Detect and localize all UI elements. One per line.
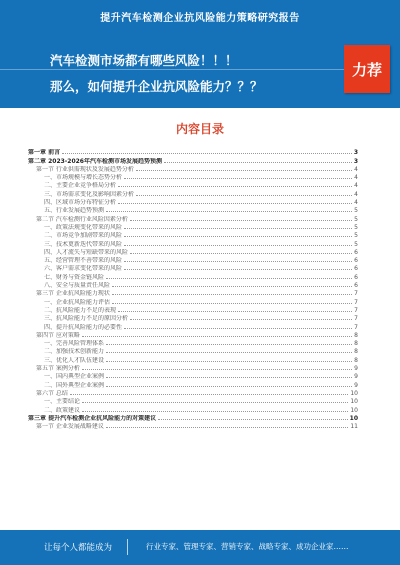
toc-entry-page: 7 [354,298,358,306]
toc-entry[interactable] [28,256,358,264]
toc-leader-dots [136,169,352,171]
toc-entry[interactable] [28,297,358,305]
toc-entry-text: 第一节 企业发展战略建议 [28,423,105,430]
toc-entry-page: 7 [354,315,358,323]
toc-entry-page: 5 [354,207,358,215]
toc-entry-page: 4 [354,190,358,198]
toc-entry[interactable] [28,322,358,330]
toc-entry[interactable] [28,355,358,363]
toc-entry[interactable] [28,306,358,314]
toc-entry[interactable] [28,198,358,206]
toc-entry-text: 三、优化人才队伍建设 [28,357,105,364]
banner [0,33,400,108]
toc-entry[interactable] [28,289,358,297]
toc-entry[interactable] [28,405,358,413]
toc-entry-text: 二、政策建议 [28,407,81,414]
toc-entry[interactable] [28,272,358,280]
toc-leader-dots [130,318,352,320]
toc-entry[interactable] [28,364,358,372]
toc-entry[interactable] [28,206,358,214]
toc-entry-text: 七、财务与资金链风险 [28,274,105,281]
toc-entry[interactable] [28,165,358,173]
toc-leader-dots [112,285,352,287]
toc-entry[interactable] [28,148,358,156]
toc-leader-dots [82,335,352,337]
toc-entry-page: 9 [354,381,358,389]
toc-entry-text: 第六节 总结 [28,390,69,397]
toc-entry-text: 第一节 行业供需现状及发展趋势分析 [28,166,135,173]
toc-entry-text: 六、客户需求变化带来的风险 [28,265,123,272]
toc-entry-page: 7 [354,323,358,331]
toc-leader-dots [106,210,352,212]
toc-entry-page: 10 [350,389,358,397]
toc-entry-text: 一、完善风险管理体系 [28,340,105,347]
toc-entry[interactable] [28,422,358,430]
toc-leader-dots [130,219,352,221]
toc-leader-dots [106,426,348,428]
toc-leader-dots [158,418,348,420]
toc-entry-text: 第三章 提升汽车检测企业抗风险能力的对策建议 [28,414,157,422]
toc-entry-page: 9 [354,373,358,381]
toc-entry[interactable] [28,248,358,256]
toc-entry-text: 五、行业发展趋势预测 [28,207,105,214]
toc-entry-page: 8 [354,331,358,339]
toc-entry-page: 5 [354,223,358,231]
toc-leader-dots [130,252,352,254]
footer-divider [127,539,128,555]
toc-leader-dots [112,293,352,295]
banner-line-1: 汽车检测市场都有哪些风险！！！ [50,53,238,68]
toc-entry-page: 5 [354,232,358,240]
toc-entry-page: 4 [354,182,358,190]
toc-entry[interactable] [28,264,358,272]
toc-entry-page: 10 [350,406,358,414]
toc-entry-text: 四、区域市场分布特征分析 [28,199,117,206]
toc-entry-text: 二、国外典型企业案例 [28,382,105,389]
toc-entry[interactable] [28,397,358,405]
toc-entry-text: 第一章 前言 [28,149,61,157]
toc-entry-text: 五、经营管理不善带来的风险 [28,257,123,264]
toc-entry-page: 3 [353,149,358,157]
toc-entry-page: 6 [354,273,358,281]
toc-entry-text: 八、安全与质量责任风险 [28,282,111,289]
toc-entry[interactable] [28,189,358,197]
footer-slogan: 让每个人都能成为 [44,543,113,553]
toc-leader-dots [82,401,348,403]
toc-leader-dots [136,194,352,196]
toc-entry[interactable] [28,231,358,239]
toc-leader-dots [118,202,352,204]
toc-entry[interactable] [28,347,358,355]
toc-leader-dots [124,260,352,262]
toc-entry-text: 第五节 案例分析 [28,365,81,372]
toc-entry[interactable] [28,339,358,347]
toc-entry[interactable] [28,239,358,247]
toc-title: 内容目录 [175,122,224,136]
report-header [0,0,400,33]
toc-leader-dots [124,327,352,329]
banner-line-2: 那么，如何提升企业抗风险能力？？？ [50,79,263,94]
toc-entry-text: 一、企业抗风险能力评估 [28,299,111,306]
toc-entry-page: 4 [354,199,358,207]
toc-entry-text: 第二节 汽车检测行业风险因素分析 [28,216,129,223]
toc-entry-page: 10 [350,398,358,406]
toc-leader-dots [124,227,352,229]
toc-leader-dots [82,368,352,370]
toc-leader-dots [124,244,352,246]
toc-leader-dots [118,310,352,312]
toc-entry-page: 5 [354,215,358,223]
toc-entry-text: 二、抗风险能力不足的表现 [28,307,117,314]
toc-entry[interactable] [28,223,358,231]
toc-entry-text: 三、抗风险能力不足的原因分析 [28,315,129,322]
toc-entry-page: 4 [354,165,358,173]
toc-leader-dots [124,268,352,270]
toc-entry-page: 3 [353,157,358,165]
toc-leader-dots [112,302,352,304]
toc-entry[interactable] [28,389,358,397]
toc-entry[interactable] [28,214,358,222]
toc-entry[interactable] [28,314,358,322]
toc-entry-text: 二、加强技术创新能力 [28,348,105,355]
toc-leader-dots [62,152,352,154]
footer [0,530,400,565]
toc-leader-dots [164,161,352,163]
toc-entry-text: 一、市场规模与增长态势分析 [28,174,123,181]
toc-entry-page: 8 [354,348,358,356]
toc-entry-page: 7 [354,306,358,314]
toc-entry-text: 四、人才流失与短缺带来的风险 [28,249,129,256]
toc-entry-page: 6 [354,282,358,290]
toc-entry-page: 9 [354,365,358,373]
toc-entry[interactable] [28,380,358,388]
toc-entry[interactable] [28,156,358,164]
toc-leader-dots [82,410,348,412]
toc-entry-text: 一、政策法规变化带来的风险 [28,224,123,231]
toc-leader-dots [118,185,352,187]
toc-entry-text: 第四节 应对策略 [28,332,81,339]
toc-entry-page: 6 [354,265,358,273]
toc-entry[interactable] [28,414,358,422]
toc-entry-text: 三、市场需求变化及影响因素分析 [28,191,135,198]
toc-entry-page: 6 [354,248,358,256]
banner-divider [0,69,350,70]
toc-entry-page: 11 [350,423,358,431]
footer-tagline: 行业专家、管理专家、营销专家、战略专家、成功企业家…… [146,542,349,551]
toc-entry-text: 第三节 企业抗风险能力现状 [28,290,111,297]
toc-entry[interactable] [28,173,358,181]
toc-leader-dots [70,393,348,395]
toc-leader-dots [106,277,352,279]
toc-entry-text: 三、技术更新迭代带来的风险 [28,241,123,248]
brand-badge: 力荐 [344,45,390,93]
report-title: 提升汽车检测企业抗风险能力策略研究报告 [100,13,300,24]
toc-leader-dots [124,177,352,179]
toc-leader-dots [124,235,352,237]
toc-leader-dots [106,343,352,345]
table-of-contents [28,148,358,518]
toc-entry-page: 5 [354,240,358,248]
toc-entry-page: 10 [349,414,358,422]
toc-entry-text: 四、提升抗风险能力的必要性 [28,324,123,331]
toc-entry-text: 二、主要企业竞争格局分析 [28,182,117,189]
toc-entry-page: 7 [354,290,358,298]
toc-entry[interactable] [28,331,358,339]
toc-leader-dots [106,351,352,353]
toc-entry-text: 一、主要结论 [28,398,81,405]
toc-entry[interactable] [28,181,358,189]
toc-entry-page: 8 [354,340,358,348]
toc-entry-text: 一、国内典型企业案例 [28,373,105,380]
toc-leader-dots [106,376,352,378]
toc-entry-text: 二、市场竞争加剧带来的风险 [28,232,123,239]
toc-entry[interactable] [28,281,358,289]
toc-entry-page: 6 [354,257,358,265]
toc-leader-dots [106,385,352,387]
toc-entry-page: 8 [354,356,358,364]
toc-entry-page: 4 [354,174,358,182]
toc-entry[interactable] [28,372,358,380]
toc-entry-text: 第二章 2023-2026年汽车检测市场发展趋势预测 [28,157,162,165]
toc-leader-dots [106,360,352,362]
